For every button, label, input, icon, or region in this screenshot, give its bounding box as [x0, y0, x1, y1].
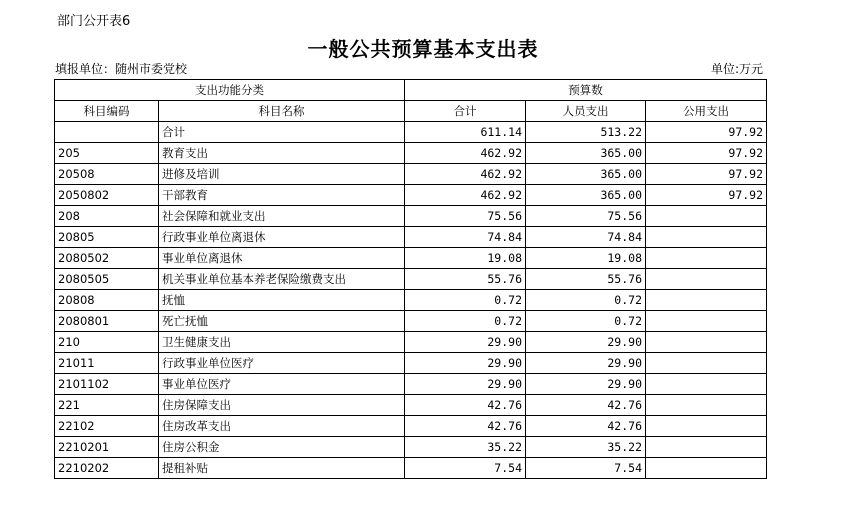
cell-public: 97.92 — [646, 185, 767, 206]
cell-name: 死亡抚恤 — [159, 311, 405, 332]
cell-public — [646, 290, 767, 311]
cell-personnel: 75.56 — [526, 206, 646, 227]
cell-personnel: 42.76 — [526, 416, 646, 437]
cell-name: 住房改革支出 — [159, 416, 405, 437]
cell-code: 2210201 — [55, 437, 159, 458]
cell-public — [646, 374, 767, 395]
cell-total: 29.90 — [405, 353, 526, 374]
table-row — [55, 416, 767, 437]
cell-total: 74.84 — [405, 227, 526, 248]
column-header-code: 科目编码 — [55, 101, 159, 122]
cell-public — [646, 332, 767, 353]
column-header-total: 合计 — [405, 101, 526, 122]
table-row — [55, 458, 767, 479]
cell-personnel: 74.84 — [526, 227, 646, 248]
table-row — [55, 374, 767, 395]
cell-code: 2050802 — [55, 185, 159, 206]
cell-total: 462.92 — [405, 185, 526, 206]
cell-name: 提租补贴 — [159, 458, 405, 479]
table-row — [55, 143, 767, 164]
cell-name: 住房公积金 — [159, 437, 405, 458]
cell-total: 42.76 — [405, 395, 526, 416]
cell-personnel: 29.90 — [526, 332, 646, 353]
cell-total: 0.72 — [405, 290, 526, 311]
cell-code: 2101102 — [55, 374, 159, 395]
cell-personnel: 35.22 — [526, 437, 646, 458]
cell-total: 29.90 — [405, 332, 526, 353]
cell-personnel: 513.22 — [526, 122, 646, 143]
cell-code: 208 — [55, 206, 159, 227]
cell-total: 55.76 — [405, 269, 526, 290]
cell-public: 97.92 — [646, 164, 767, 185]
cell-name: 合计 — [159, 122, 405, 143]
reporting-unit: 填报单位：随州市委党校 — [55, 62, 188, 76]
cell-code: 221 — [55, 395, 159, 416]
cell-name: 住房保障支出 — [159, 395, 405, 416]
cell-personnel: 7.54 — [526, 458, 646, 479]
cell-code: 20808 — [55, 290, 159, 311]
currency-unit: 单位:万元 — [710, 62, 763, 76]
cell-code: 20508 — [55, 164, 159, 185]
group-header-budget: 预算数 — [405, 80, 767, 101]
cell-name: 进修及培训 — [159, 164, 405, 185]
cell-public — [646, 227, 767, 248]
table-body — [55, 122, 767, 479]
cell-personnel: 0.72 — [526, 311, 646, 332]
cell-public — [646, 437, 767, 458]
document-label: 部门公开表6 — [57, 14, 131, 29]
page-title: 一般公共预算基本支出表 — [307, 37, 539, 61]
cell-total: 462.92 — [405, 143, 526, 164]
table-row — [55, 227, 767, 248]
cell-public — [646, 416, 767, 437]
table-row — [55, 332, 767, 353]
cell-name: 事业单位医疗 — [159, 374, 405, 395]
cell-code: 20805 — [55, 227, 159, 248]
cell-personnel: 0.72 — [526, 290, 646, 311]
table-row — [55, 206, 767, 227]
cell-public — [646, 311, 767, 332]
cell-code: 2080801 — [55, 311, 159, 332]
cell-personnel: 55.76 — [526, 269, 646, 290]
cell-public — [646, 269, 767, 290]
cell-public — [646, 395, 767, 416]
cell-personnel: 29.90 — [526, 374, 646, 395]
column-header-name: 科目名称 — [159, 101, 405, 122]
table-row — [55, 122, 767, 143]
cell-name: 机关事业单位基本养老保险缴费支出 — [159, 269, 405, 290]
cell-total: 611.14 — [405, 122, 526, 143]
cell-total: 19.08 — [405, 248, 526, 269]
cell-public — [646, 248, 767, 269]
table-row — [55, 395, 767, 416]
cell-name: 行政事业单位离退休 — [159, 227, 405, 248]
cell-code: 2080505 — [55, 269, 159, 290]
cell-total: 29.90 — [405, 374, 526, 395]
cell-personnel: 29.90 — [526, 353, 646, 374]
cell-code: 2080502 — [55, 248, 159, 269]
cell-personnel: 19.08 — [526, 248, 646, 269]
cell-name: 卫生健康支出 — [159, 332, 405, 353]
table-row — [55, 353, 767, 374]
cell-total: 462.92 — [405, 164, 526, 185]
table-row — [55, 290, 767, 311]
table-row — [55, 269, 767, 290]
table-row — [55, 164, 767, 185]
cell-code: 2210202 — [55, 458, 159, 479]
table-row — [55, 311, 767, 332]
cell-name: 抚恤 — [159, 290, 405, 311]
column-header-row — [55, 101, 767, 122]
cell-total: 35.22 — [405, 437, 526, 458]
cell-public — [646, 458, 767, 479]
cell-code: 21011 — [55, 353, 159, 374]
cell-personnel: 365.00 — [526, 185, 646, 206]
group-header-classification: 支出功能分类 — [55, 80, 405, 101]
group-header-row — [55, 80, 767, 101]
column-header-public: 公用支出 — [646, 101, 767, 122]
cell-code: 205 — [55, 143, 159, 164]
cell-name: 干部教育 — [159, 185, 405, 206]
cell-name: 事业单位离退休 — [159, 248, 405, 269]
cell-public: 97.92 — [646, 143, 767, 164]
table-row — [55, 185, 767, 206]
budget-table — [54, 79, 767, 479]
cell-name: 教育支出 — [159, 143, 405, 164]
cell-code: 210 — [55, 332, 159, 353]
cell-public — [646, 353, 767, 374]
cell-personnel: 42.76 — [526, 395, 646, 416]
cell-personnel: 365.00 — [526, 143, 646, 164]
table-row — [55, 437, 767, 458]
cell-code: 22102 — [55, 416, 159, 437]
cell-total: 42.76 — [405, 416, 526, 437]
cell-name: 社会保障和就业支出 — [159, 206, 405, 227]
cell-total: 7.54 — [405, 458, 526, 479]
cell-name: 行政事业单位医疗 — [159, 353, 405, 374]
cell-code — [55, 122, 159, 143]
cell-total: 75.56 — [405, 206, 526, 227]
cell-public: 97.92 — [646, 122, 767, 143]
cell-total: 0.72 — [405, 311, 526, 332]
cell-public — [646, 206, 767, 227]
cell-personnel: 365.00 — [526, 164, 646, 185]
column-header-personnel: 人员支出 — [526, 101, 646, 122]
table-row — [55, 248, 767, 269]
